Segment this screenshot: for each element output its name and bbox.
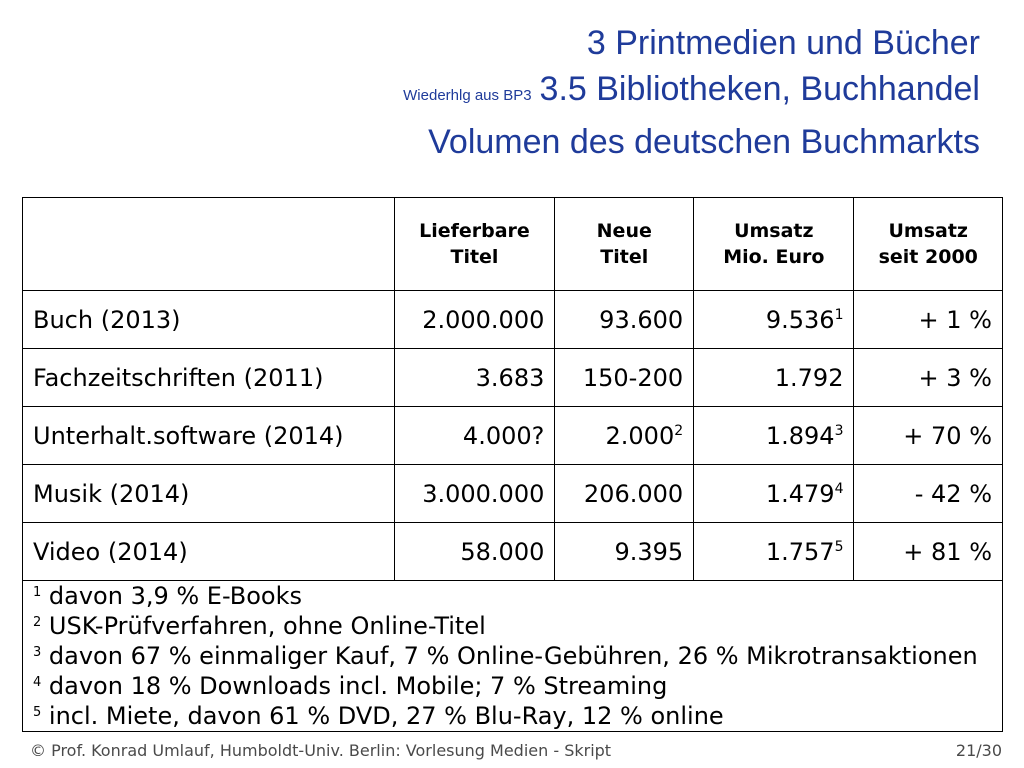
footnote-number: 2 bbox=[33, 615, 42, 630]
cell-change: + 70 % bbox=[854, 407, 1003, 465]
footnote bbox=[33, 701, 992, 731]
footnote bbox=[33, 611, 992, 641]
book-market-table bbox=[22, 197, 1003, 732]
cell-value: 1.894 bbox=[765, 421, 835, 450]
cell-neue-titel bbox=[555, 465, 694, 523]
header-lieferbare-titel bbox=[394, 198, 555, 291]
cell-umsatz bbox=[694, 465, 854, 523]
cell-lieferbare-titel bbox=[394, 465, 555, 523]
header-text: Neue Titel bbox=[596, 220, 652, 268]
cell-value: 3.000.000 bbox=[422, 479, 545, 508]
table-row bbox=[23, 349, 1003, 407]
table-row bbox=[23, 523, 1003, 581]
cell-value: 150-200 bbox=[582, 363, 684, 392]
row-label: Musik (2014) bbox=[23, 465, 395, 523]
footnote-text: incl. Miete, davon 61 % DVD, 27 % Blu-Ray, 12 % online bbox=[41, 702, 724, 730]
cell-neue-titel bbox=[555, 407, 694, 465]
title-line-1: 3 Printmedien und Bücher bbox=[586, 24, 980, 62]
title-line-2-text: 3.5 Bibliotheken, Buchhandel bbox=[539, 70, 980, 108]
row-label: Unterhalt.software (2014) bbox=[23, 407, 395, 465]
cell-change: + 1 % bbox=[854, 291, 1003, 349]
row-label: Video (2014) bbox=[23, 523, 395, 581]
cell-value: 1.757 bbox=[765, 537, 835, 566]
cell-value: 1.479 bbox=[765, 479, 835, 508]
footnote-number: 1 bbox=[33, 585, 42, 600]
table-row bbox=[23, 291, 1003, 349]
slide-title bbox=[403, 20, 980, 165]
cell-umsatz bbox=[694, 349, 854, 407]
cell-lieferbare-titel bbox=[394, 407, 555, 465]
cell-value: 58.000 bbox=[460, 537, 545, 566]
cell-change: - 42 % bbox=[854, 465, 1003, 523]
header-umsatz bbox=[694, 198, 854, 291]
cell-value: 3.683 bbox=[475, 363, 545, 392]
header-row bbox=[23, 198, 1003, 291]
footnote-text: USK-Prüfverfahren, ohne Online-Titel bbox=[41, 612, 486, 640]
cell-value: 206.000 bbox=[583, 479, 684, 508]
title-prefix: Wiederhlg aus BP3 bbox=[403, 87, 532, 104]
cell-change: + 3 % bbox=[854, 349, 1003, 407]
footnote-text: davon 18 % Downloads incl. Mobile; 7 % Streaming bbox=[41, 672, 668, 700]
header-umsatz-seit-2000 bbox=[854, 198, 1003, 291]
footnote-ref: 4 bbox=[834, 480, 844, 497]
header-neue-titel bbox=[555, 198, 694, 291]
table-row bbox=[23, 407, 1003, 465]
footnote bbox=[33, 581, 992, 611]
footnote-ref: 5 bbox=[834, 538, 844, 555]
header-text: Lieferbare Titel bbox=[419, 220, 530, 268]
footnotes-cell bbox=[23, 581, 1003, 732]
slide-footer bbox=[30, 741, 1002, 760]
footnote-number: 3 bbox=[33, 645, 42, 660]
cell-value: 9.395 bbox=[614, 537, 684, 566]
title-line-3: Volumen des deutschen Buchmarkts bbox=[428, 123, 980, 161]
footnote-number: 4 bbox=[33, 675, 42, 690]
cell-value: 4.000? bbox=[462, 421, 545, 450]
footnote-ref: 2 bbox=[674, 422, 684, 439]
footnote bbox=[33, 671, 992, 701]
cell-neue-titel bbox=[555, 523, 694, 581]
table-row bbox=[23, 465, 1003, 523]
footnote-text: davon 67 % einmaliger Kauf, 7 % Online-Gebühren, 26 % Mikrotransaktionen bbox=[41, 642, 978, 670]
footnote-number: 5 bbox=[33, 705, 42, 720]
cell-value: 1.792 bbox=[774, 363, 844, 392]
footnote bbox=[33, 641, 992, 671]
cell-umsatz bbox=[694, 407, 854, 465]
header-text: Umsatz seit 2000 bbox=[878, 220, 978, 268]
header-text: Umsatz Mio. Euro bbox=[723, 220, 825, 268]
row-label: Fachzeitschriften (2011) bbox=[23, 349, 395, 407]
cell-lieferbare-titel bbox=[394, 291, 555, 349]
cell-neue-titel bbox=[555, 349, 694, 407]
footnote-ref: 3 bbox=[834, 422, 844, 439]
cell-lieferbare-titel bbox=[394, 523, 555, 581]
footnote-ref: 1 bbox=[834, 306, 844, 323]
cell-neue-titel bbox=[555, 291, 694, 349]
cell-value: 2.000.000 bbox=[422, 305, 545, 334]
page-number: 21/30 bbox=[955, 741, 1002, 760]
cell-value: 2.000 bbox=[605, 421, 675, 450]
cell-value: 93.600 bbox=[599, 305, 684, 334]
row-label: Buch (2013) bbox=[23, 291, 395, 349]
cell-value: 9.536 bbox=[765, 305, 835, 334]
cell-umsatz bbox=[694, 291, 854, 349]
cell-lieferbare-titel bbox=[394, 349, 555, 407]
cell-umsatz bbox=[694, 523, 854, 581]
cell-change: + 81 % bbox=[854, 523, 1003, 581]
title-line-2 bbox=[403, 66, 980, 119]
footer-credit: © Prof. Konrad Umlauf, Humboldt-Univ. Berlin: Vorlesung Medien - Skript bbox=[30, 741, 612, 760]
footnote-text: davon 3,9 % E-Books bbox=[41, 582, 303, 610]
footnotes-row bbox=[23, 581, 1003, 732]
header-empty bbox=[23, 198, 395, 291]
